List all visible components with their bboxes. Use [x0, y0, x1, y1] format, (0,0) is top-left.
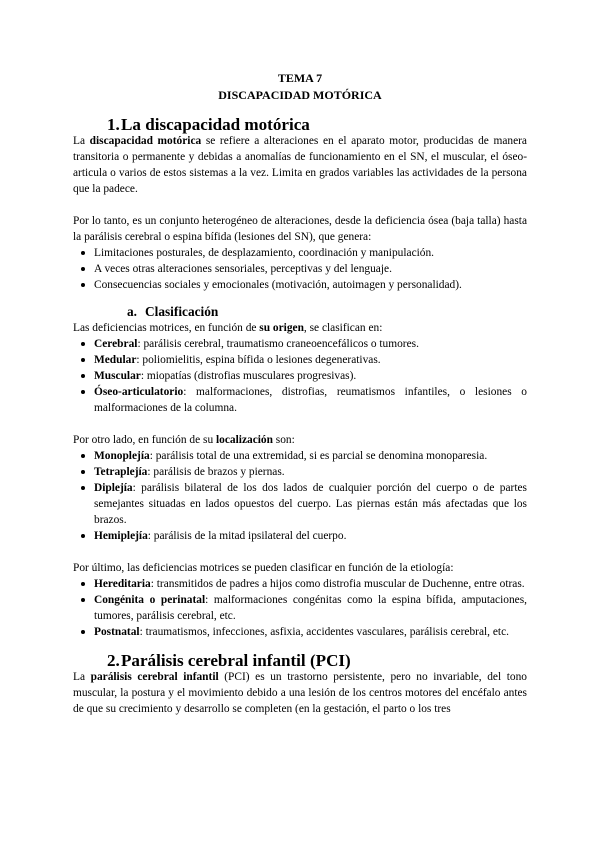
bold-term: Postnatal	[94, 626, 140, 638]
section-2-title: Parálisis cerebral infantil (PCI)	[121, 651, 351, 670]
list-item	[73, 480, 527, 528]
section-2-paragraph-1	[73, 669, 527, 717]
section-1-paragraph-1	[73, 133, 527, 197]
text-run: se refiere a alteraciones en el aparato motor, producidas de manera transitoria o permanente y debidas a anomalías de funcionamiento en el SN, el muscular, el óseo-articula o varios de estos sistemas a la vez. Limita en grados variables las actividades de la persona que la padece.	[73, 135, 527, 195]
document-title	[73, 70, 527, 104]
bold-term: Óseo-articulatorio	[94, 386, 184, 398]
text-run: : traumatismos, infecciones, asfixia, accidentes vasculares, parálisis cerebral, etc.	[139, 626, 509, 638]
bold-term: Medular	[94, 354, 137, 366]
bold-term: Hemiplejía	[94, 530, 148, 542]
text-run: : transmitidos de padres a hijos como distrofia muscular de Duchenne, entre otras.	[150, 578, 525, 590]
section-1-number: 1.	[107, 115, 120, 134]
text-run: : parálisis total de una extremidad, si es parcial se denomina monoparesia.	[149, 450, 488, 462]
text-run: : malformaciones, distrofias, reumatismos infantiles, o lesiones o malformaciones de la columna.	[94, 386, 527, 414]
text-run: : parálisis cerebral, traumatismo craneoencefálicos o tumores.	[137, 338, 419, 350]
text-run: son:	[272, 434, 295, 446]
text-run: : parálisis de la mitad ipsilateral del cuerpo.	[147, 530, 347, 542]
origin-list	[73, 336, 527, 416]
list-item	[73, 464, 527, 480]
bold-term: discapacidad motórica	[89, 135, 202, 147]
location-intro	[73, 432, 527, 448]
location-list	[73, 448, 527, 544]
list-item	[73, 352, 527, 368]
text-run: Las deficiencias motrices, en función de	[73, 322, 260, 334]
bold-term: Monoplejía	[94, 450, 150, 462]
subsection-a-number: a.	[127, 304, 137, 319]
text-run: La	[73, 135, 90, 147]
title-line-2: DISCAPACIDAD MOTÓRICA	[218, 88, 382, 102]
bold-term: su origen	[259, 322, 304, 334]
section-2-heading	[73, 653, 527, 669]
list-item	[73, 576, 527, 592]
list-item	[73, 624, 527, 640]
list-item	[73, 336, 527, 352]
text-run: : miopatías (distrofias musculares progresivas).	[140, 370, 357, 382]
etiology-list	[73, 576, 527, 640]
section-1-title: La discapacidad motórica	[121, 115, 310, 134]
text-run: , se clasifican en:	[303, 322, 383, 334]
list-item	[73, 592, 527, 624]
list-item	[73, 448, 527, 464]
etiology-intro: Por último, las deficiencias motrices se pueden clasificar en función de la etiología:	[73, 562, 454, 574]
bold-term: Tetraplejía	[94, 466, 148, 478]
bold-term: Congénita o perinatal	[94, 594, 206, 606]
list-item	[73, 384, 527, 416]
text-run: La	[73, 671, 91, 683]
origin-intro	[73, 320, 527, 336]
subsection-a-title: Clasificación	[145, 304, 219, 319]
list-item	[73, 528, 527, 544]
list-item: A veces otras alteraciones sensoriales, perceptivas y del lenguaje.	[73, 261, 527, 277]
bold-term: Muscular	[94, 370, 141, 382]
document-page	[73, 70, 527, 717]
list-item: Limitaciones posturales, de desplazamiento, coordinación y manipulación.	[73, 245, 527, 261]
bold-term: Cerebral	[94, 338, 138, 350]
text-run: : poliomielitis, espina bífida o lesiones degenerativas.	[136, 354, 381, 366]
bold-term: parálisis cerebral infantil	[90, 671, 219, 683]
consequences-list	[73, 245, 527, 293]
title-line-1: TEMA 7	[277, 71, 323, 85]
text-run: : parálisis de brazos y piernas.	[147, 466, 285, 478]
section-1-paragraph-2: Por lo tanto, es un conjunto heterogéneo de alteraciones, desde la deficiencia ósea (baja talla) hasta la parálisis cerebral o espina bífida (lesiones del SN), que genera:	[73, 215, 527, 243]
section-2-number: 2.	[107, 651, 120, 670]
bold-term: localización	[216, 434, 273, 446]
section-1-heading	[73, 117, 527, 133]
text-run: (PCI) es un trastorno persistente, pero no invariable, del tono muscular, la postura y el movimiento debido a una lesión de los centros motores del encéfalo antes de que su crecimiento y desarrollo se completen (en la gestación, el parto o los tres	[73, 671, 527, 715]
bold-term: Diplejía	[94, 482, 133, 494]
text-run: Por otro lado, en función de su	[73, 434, 216, 446]
list-item: Consecuencias sociales y emocionales (motivación, autoimagen y personalidad).	[73, 277, 527, 293]
subsection-a-heading	[73, 304, 527, 320]
list-item	[73, 368, 527, 384]
text-run: : parálisis bilateral de los dos lados de cualquier porción del cuerpo o de partes semejantes situadas en lados opuestos del cuerpo. Las piernas están más afectadas que los brazos.	[94, 482, 527, 526]
bold-term: Hereditaria	[94, 578, 151, 590]
text-run: : malformaciones congénitas como la espina bífida, amputaciones, tumores, parálisis cerebral, etc.	[94, 594, 527, 622]
